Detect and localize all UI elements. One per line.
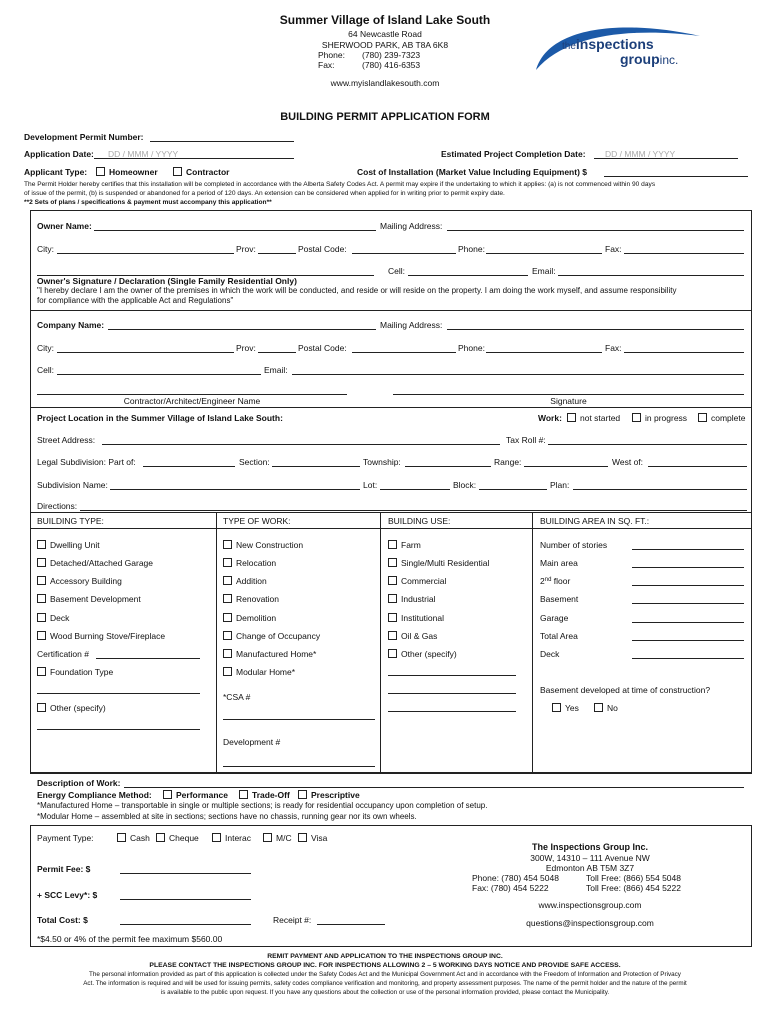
legal-subdivision-label: Legal Subdivision: Part of: — [37, 457, 136, 467]
owner-cell-field[interactable] — [408, 275, 528, 276]
cae-name-caption: Contractor/Architect/Engineer Name — [123, 396, 261, 406]
not-started-option[interactable] — [567, 413, 620, 423]
tig-name: The Inspections Group Inc. — [531, 842, 648, 852]
checkbox[interactable] — [388, 631, 397, 640]
option-label: Renovation — [236, 594, 280, 604]
bu-institutional[interactable] — [388, 613, 444, 623]
tw-addition[interactable] — [223, 576, 267, 586]
option-label: Other (specify) — [401, 649, 457, 659]
owner-mailing-field[interactable] — [447, 230, 744, 231]
type-of-work-header: TYPE OF WORK: — [223, 516, 291, 526]
owner-city-field[interactable] — [57, 253, 234, 254]
tig-address-2: Edmonton AB T5M 3Z7 — [545, 863, 635, 873]
est-completion-placeholder: DD / MMM / YYYY — [605, 149, 676, 159]
org-address: 64 Newcastle Road — [348, 29, 422, 39]
cae-name-field[interactable] — [37, 394, 347, 395]
not-started-checkbox[interactable] — [567, 413, 576, 422]
tw-renovation[interactable] — [223, 594, 279, 604]
tig-phone: Phone: (780) 454 5048 — [472, 873, 559, 883]
owner-name-label: Owner Name: — [37, 221, 92, 231]
disclaimer-line-3: **2 Sets of plans / specifications & payment must accompany this application** — [24, 199, 272, 206]
company-phone-field[interactable] — [486, 352, 602, 353]
company-prov-field[interactable] — [258, 352, 296, 353]
option-label: Dwelling Unit — [50, 540, 100, 550]
performance-label: Performance — [176, 790, 228, 800]
application-date-field[interactable] — [94, 158, 294, 159]
receipt-label: Receipt #: — [273, 915, 312, 925]
part-of-field[interactable] — [143, 466, 235, 467]
option-label: Detached/Attached Garage — [50, 558, 154, 568]
area-total-field[interactable] — [632, 640, 744, 641]
org-fax-label: Fax: — [318, 60, 335, 70]
yes-label: Yes — [565, 703, 579, 713]
grid-header-line — [30, 528, 751, 529]
logo-inspections: inspections — [575, 36, 654, 52]
bu-other[interactable] — [388, 649, 457, 659]
application-date-label: Application Date: — [24, 149, 94, 159]
performance-checkbox[interactable] — [163, 790, 172, 799]
area-basement-label: Basement — [540, 594, 579, 604]
grid-top-line — [30, 512, 751, 513]
tax-roll-label: Tax Roll #: — [506, 435, 546, 445]
option-label: Oil & Gas — [401, 631, 438, 641]
owner-prov-field[interactable] — [258, 253, 296, 254]
interac-label: Interac — [225, 833, 251, 843]
development-field[interactable] — [223, 766, 375, 767]
company-email-field[interactable] — [292, 374, 744, 375]
project-location-title: Project Location in the Summer Village of Island Lake South: — [37, 413, 283, 423]
org-name: Summer Village of Island Lake South — [279, 13, 491, 27]
section-label: Section: — [239, 457, 270, 467]
basement-no-option[interactable] — [594, 703, 618, 713]
area-garage-field[interactable] — [632, 622, 744, 623]
owner-city-label: City: — [37, 244, 54, 254]
checkbox[interactable] — [37, 558, 46, 567]
street-address-field[interactable] — [102, 444, 500, 445]
in-progress-checkbox[interactable] — [632, 413, 641, 422]
bu-other-field-1[interactable] — [388, 675, 516, 676]
area-second-floor-label — [540, 576, 570, 586]
option-label: Basement Development — [50, 594, 141, 604]
tig-email[interactable]: questions@inspectionsgroup.com — [526, 918, 654, 928]
foundation-field[interactable] — [37, 693, 200, 694]
receipt-field[interactable] — [317, 924, 385, 925]
tig-address-1: 300W, 14310 – 111 Avenue NW — [530, 853, 650, 863]
checkbox[interactable] — [223, 594, 232, 603]
area-basement-field[interactable] — [632, 603, 744, 604]
description-divider — [30, 772, 751, 773]
subdivision-name-field[interactable] — [110, 489, 360, 490]
area-deck-field[interactable] — [632, 658, 744, 659]
footer-privacy-1: The personal information provided as part of this application is collected under the Safety Codes Act and the Municipal Government Act and in accordance with the Freedom of Information and Protection of Privacy — [89, 971, 681, 978]
complete-option[interactable] — [698, 413, 746, 423]
bu-residential[interactable] — [388, 558, 489, 568]
owner-phone-label: Phone: — [458, 244, 485, 254]
bt-foundation[interactable] — [37, 667, 113, 677]
area-main-field[interactable] — [632, 567, 744, 568]
footer-contact: PLEASE CONTACT THE INSPECTIONS GROUP INC. FOR INSPECTIONS ALLOWING 2 – 5 WORKING DAYS NOTICE AND PROVIDE SAFE ACCESS. — [149, 962, 621, 969]
scc-levy-label: + SCC Levy*: $ — [37, 890, 98, 900]
manufactured-home-note: *Manufactured Home – transportable in single or multiple sections; is ready for residential occupancy upon completion of setup. — [37, 801, 488, 810]
form-title: BUILDING PERMIT APPLICATION FORM — [280, 111, 490, 123]
contractor-option[interactable] — [173, 167, 229, 177]
contractor-label: Contractor — [186, 167, 230, 177]
checkbox[interactable] — [388, 649, 397, 658]
work-status-label: Work: — [538, 413, 562, 423]
tw-manufactured-home[interactable] — [223, 649, 316, 659]
company-cell-field[interactable] — [57, 374, 261, 375]
contractor-checkbox[interactable] — [173, 167, 182, 176]
logo-inc: inc. — [659, 53, 679, 67]
option-label: Farm — [401, 540, 421, 550]
company-prov-label: Prov: — [236, 343, 256, 353]
est-completion-field[interactable] — [594, 158, 738, 159]
performance-option[interactable] — [163, 790, 228, 800]
checkbox[interactable] — [37, 576, 46, 585]
company-mailing-field[interactable] — [447, 329, 744, 330]
prescriptive-label: Prescriptive — [311, 790, 360, 800]
area-garage-label: Garage — [540, 613, 569, 623]
west-of-label: West of: — [612, 457, 644, 467]
section-field[interactable] — [272, 466, 360, 467]
checkbox[interactable] — [223, 613, 232, 622]
owner-prov-label: Prov: — [236, 244, 256, 254]
org-phone-label: Phone: — [318, 50, 345, 60]
checkbox[interactable] — [37, 594, 46, 603]
bt-accessory[interactable] — [37, 576, 122, 586]
permit-fee-field[interactable] — [120, 873, 251, 874]
directions-field[interactable] — [80, 510, 747, 511]
grid-col-divider-3 — [532, 512, 533, 772]
disclaimer-line-2: of issue of the permit, (b) is suspended or abandoned for a period of 120 days. An extension can be considered when applied for in writing prior to permit expiry date. — [24, 190, 505, 197]
checkbox[interactable] — [37, 613, 46, 622]
plan-field[interactable] — [573, 489, 747, 490]
bt-dwelling-unit[interactable] — [37, 540, 100, 550]
tw-change-occupancy[interactable] — [223, 631, 320, 641]
checkbox[interactable] — [37, 667, 46, 676]
cheque-checkbox[interactable] — [156, 833, 165, 842]
company-cell-label: Cell: — [37, 365, 55, 375]
owner-phone-field[interactable] — [486, 253, 602, 254]
org-website: www.myislandlakesouth.com — [330, 78, 440, 88]
option-label: Addition — [236, 576, 267, 586]
tw-demolition[interactable] — [223, 613, 276, 623]
owner-email-label: Email: — [532, 266, 556, 276]
mc-option[interactable] — [263, 833, 292, 843]
footer-privacy-2: Act. The information is required and will be used for issuing permits, safety codes compliance verification and monitoring, and property assessment purposes. The name of the permit holder and the nature of the permit — [83, 980, 687, 987]
visa-option[interactable] — [298, 833, 327, 843]
interac-checkbox[interactable] — [212, 833, 221, 842]
area-total-label: Total Area — [540, 631, 578, 641]
area-second-floor-field[interactable] — [632, 585, 744, 586]
cash-label: Cash — [130, 833, 150, 843]
logo-group: group — [620, 51, 660, 67]
floor-ordinal: nd — [544, 577, 552, 583]
tig-tollfree-2: Toll Free: (866) 454 5222 — [586, 883, 681, 893]
owner-name-field[interactable] — [94, 230, 376, 231]
bu-other-field-2[interactable] — [388, 693, 516, 694]
owner-fax-field[interactable] — [624, 253, 744, 254]
area-stories-field[interactable] — [632, 549, 744, 550]
cash-checkbox[interactable] — [117, 833, 126, 842]
no-checkbox[interactable] — [594, 703, 603, 712]
floor-number: 2 — [540, 576, 545, 586]
lot-label: Lot: — [363, 480, 378, 490]
area-main-label: Main area — [540, 558, 578, 568]
complete-checkbox[interactable] — [698, 413, 707, 422]
tig-tollfree-1: Toll Free: (866) 554 5048 — [586, 873, 681, 883]
org-city: SHERWOOD PARK, AB T8A 6K8 — [321, 40, 449, 50]
cost-field[interactable] — [604, 176, 748, 177]
owner-postal-field[interactable] — [352, 253, 456, 254]
option-label: Single/Multi Residential — [401, 558, 490, 568]
cheque-option[interactable] — [156, 833, 199, 843]
disclaimer-line-1: The Permit Holder hereby certifies that this installation will be completed in accordance with the Alberta Safety Codes Act. A permit may expire if the undertaking to which it applies: (a) is not commenced within 90 days — [24, 181, 656, 188]
option-label: Foundation Type — [50, 667, 114, 677]
org-fax: (780) 416-6353 — [362, 60, 421, 70]
company-name-field[interactable] — [108, 329, 376, 330]
lot-field[interactable] — [380, 489, 450, 490]
owner-postal-label: Postal Code: — [298, 244, 347, 254]
company-city-label: City: — [37, 343, 54, 353]
mc-label: M/C — [276, 833, 292, 843]
option-label: Wood Burning Stove/Fireplace — [50, 631, 166, 641]
homeowner-option[interactable] — [96, 167, 158, 177]
tw-modular-home[interactable] — [223, 667, 295, 677]
inspections-group-logo — [528, 18, 708, 73]
signature-caption: Signature — [550, 396, 587, 406]
footer-privacy-3: is available to the public upon request. If you have any questions about the collection or use of the personal information provided, please contact the Municipality. — [160, 989, 610, 996]
owner-signature-title: Owner's Signature / Declaration (Single Family Residential Only) — [37, 276, 297, 286]
west-of-field[interactable] — [648, 466, 747, 467]
permit-number-field[interactable] — [150, 141, 294, 142]
checkbox[interactable] — [223, 540, 232, 549]
owner-declaration-1: "I hereby declare I am the owner of the premises in which the work will be conducted, and reside or will reside on the property. I am doing the work myself, and assume responsibility — [37, 286, 677, 295]
checkbox[interactable] — [37, 703, 46, 712]
bu-industrial[interactable] — [388, 594, 436, 604]
bt-other-field[interactable] — [37, 729, 200, 730]
company-section-divider — [30, 407, 751, 408]
company-postal-label: Postal Code: — [298, 343, 347, 353]
option-label: Manufactured Home* — [236, 649, 317, 659]
homeowner-label: Homeowner — [109, 167, 158, 177]
bt-deck[interactable] — [37, 613, 69, 623]
cash-option[interactable] — [117, 833, 150, 843]
company-phone-label: Phone: — [458, 343, 485, 353]
mc-checkbox[interactable] — [263, 833, 272, 842]
scc-levy-field[interactable] — [120, 899, 251, 900]
checkbox[interactable] — [223, 649, 232, 658]
checkbox[interactable] — [388, 594, 397, 603]
block-label: Block: — [453, 480, 477, 490]
bu-oil-gas[interactable] — [388, 631, 437, 641]
range-label: Range: — [494, 457, 522, 467]
est-completion-label: Estimated Project Completion Date: — [441, 149, 586, 159]
tw-relocation[interactable] — [223, 558, 276, 568]
option-label: Modular Home* — [236, 667, 296, 677]
tradeoff-checkbox[interactable] — [239, 790, 248, 799]
development-label: Development # — [223, 737, 281, 747]
not-started-label: not started — [580, 413, 621, 423]
building-area-header: BUILDING AREA IN SQ. FT.: — [540, 516, 650, 526]
prescriptive-option[interactable] — [298, 790, 360, 800]
modular-home-note: *Modular Home – assembled at site in sections; sections have no chassis, running gear nor its own wheels. — [37, 812, 417, 821]
tig-website[interactable]: www.inspectionsgroup.com — [538, 900, 642, 910]
payment-type-label: Payment Type: — [37, 833, 94, 843]
total-cost-field[interactable] — [120, 924, 251, 925]
bt-stove[interactable] — [37, 631, 165, 641]
range-field[interactable] — [524, 466, 608, 467]
company-fax-label: Fax: — [605, 343, 622, 353]
yes-checkbox[interactable] — [552, 703, 561, 712]
footer-remit: REMIT PAYMENT AND APPLICATION TO THE INSPECTIONS GROUP INC. — [267, 953, 503, 960]
building-type-header: BUILDING TYPE: — [37, 516, 104, 526]
tig-fax: Fax: (780) 454 5222 — [472, 883, 549, 893]
checkbox[interactable] — [388, 576, 397, 585]
option-label: Accessory Building — [50, 576, 122, 586]
checkbox[interactable] — [223, 667, 232, 676]
area-stories-label: Number of stories — [540, 540, 608, 550]
grid-col-divider-1 — [216, 512, 217, 772]
checkbox[interactable] — [223, 576, 232, 585]
option-label: Other (specify) — [50, 703, 106, 713]
complete-label: complete — [711, 413, 746, 423]
subdivision-name-label: Subdivision Name: — [37, 480, 108, 490]
interac-option[interactable] — [212, 833, 251, 843]
in-progress-label: in progress — [645, 413, 688, 423]
energy-method-label: Energy Compliance Method: — [37, 790, 152, 800]
visa-label: Visa — [311, 833, 328, 843]
township-label: Township: — [363, 457, 401, 467]
tw-new-construction[interactable] — [223, 540, 303, 550]
homeowner-checkbox[interactable] — [96, 167, 105, 176]
company-postal-field[interactable] — [352, 352, 456, 353]
option-label: New Construction — [236, 540, 304, 550]
basement-question: Basement developed at time of construction? — [540, 685, 711, 695]
checkbox[interactable] — [388, 613, 397, 622]
permit-number-label: Development Permit Number: — [24, 132, 144, 142]
company-name-label: Company Name: — [37, 320, 105, 330]
certification-field[interactable] — [96, 658, 200, 659]
org-phone: (780) 239-7323 — [362, 50, 421, 60]
owner-declaration-2: for compliance with the applicable Act and Regulations" — [37, 296, 234, 305]
cheque-label: Cheque — [169, 833, 199, 843]
bu-farm[interactable] — [388, 540, 421, 550]
cae-signature-field[interactable] — [393, 394, 744, 395]
plan-label: Plan: — [550, 480, 570, 490]
checkbox[interactable] — [388, 540, 397, 549]
cost-label: Cost of Installation (Market Value Including Equipment) $ — [357, 167, 587, 177]
owner-email-field[interactable] — [558, 275, 744, 276]
option-label: Demolition — [236, 613, 277, 623]
logo-the: the — [562, 41, 576, 52]
tax-roll-field[interactable] — [548, 444, 747, 445]
checkbox[interactable] — [223, 631, 232, 640]
township-field[interactable] — [405, 466, 491, 467]
visa-checkbox[interactable] — [298, 833, 307, 842]
company-city-field[interactable] — [57, 352, 234, 353]
csa-field[interactable] — [223, 719, 375, 720]
option-label: Institutional — [401, 613, 444, 623]
bt-basement[interactable] — [37, 594, 141, 604]
bu-commercial[interactable] — [388, 576, 446, 586]
option-label: Relocation — [236, 558, 277, 568]
in-progress-option[interactable] — [632, 413, 687, 423]
option-label: Industrial — [401, 594, 436, 604]
permit-fee-label: Permit Fee: $ — [37, 864, 91, 874]
bu-other-field-3[interactable] — [388, 711, 516, 712]
directions-label: Directions: — [37, 501, 78, 511]
applicant-type-label: Applicant Type: — [24, 167, 88, 177]
no-label: No — [607, 703, 618, 713]
csa-label: *CSA # — [223, 692, 251, 702]
street-address-label: Street Address: — [37, 435, 96, 445]
bt-garage[interactable] — [37, 558, 153, 568]
company-email-label: Email: — [264, 365, 288, 375]
scc-levy-note: *$4.50 or 4% of the permit fee maximum $560.00 — [37, 934, 223, 944]
bt-other[interactable] — [37, 703, 106, 713]
application-date-placeholder: DD / MMM / YYYY — [108, 149, 179, 159]
checkbox[interactable] — [37, 631, 46, 640]
option-label: Deck — [50, 613, 70, 623]
description-field[interactable] — [124, 787, 744, 788]
area-deck-label: Deck — [540, 649, 560, 659]
option-label: Change of Occupancy — [236, 631, 321, 641]
checkbox[interactable] — [37, 540, 46, 549]
block-field[interactable] — [479, 489, 547, 490]
tradeoff-option[interactable] — [239, 790, 290, 800]
owner-fax-label: Fax: — [605, 244, 622, 254]
option-label: Commercial — [401, 576, 447, 586]
company-mailing-label: Mailing Address: — [380, 320, 443, 330]
prescriptive-checkbox[interactable] — [298, 790, 307, 799]
owner-cell-label: Cell: — [388, 266, 406, 276]
grid-col-divider-2 — [380, 512, 381, 772]
description-label: Description of Work: — [37, 778, 121, 788]
checkbox[interactable] — [223, 558, 232, 567]
company-fax-field[interactable] — [624, 352, 744, 353]
tradeoff-label: Trade-Off — [252, 790, 290, 800]
certification-label: Certification # — [37, 649, 89, 659]
building-use-header: BUILDING USE: — [388, 516, 451, 526]
owner-section-divider — [30, 310, 751, 311]
checkbox[interactable] — [388, 558, 397, 567]
owner-mailing-label: Mailing Address: — [380, 221, 443, 231]
basement-yes-option[interactable] — [552, 703, 579, 713]
floor-word: floor — [551, 576, 571, 586]
total-cost-label: Total Cost: $ — [37, 915, 88, 925]
